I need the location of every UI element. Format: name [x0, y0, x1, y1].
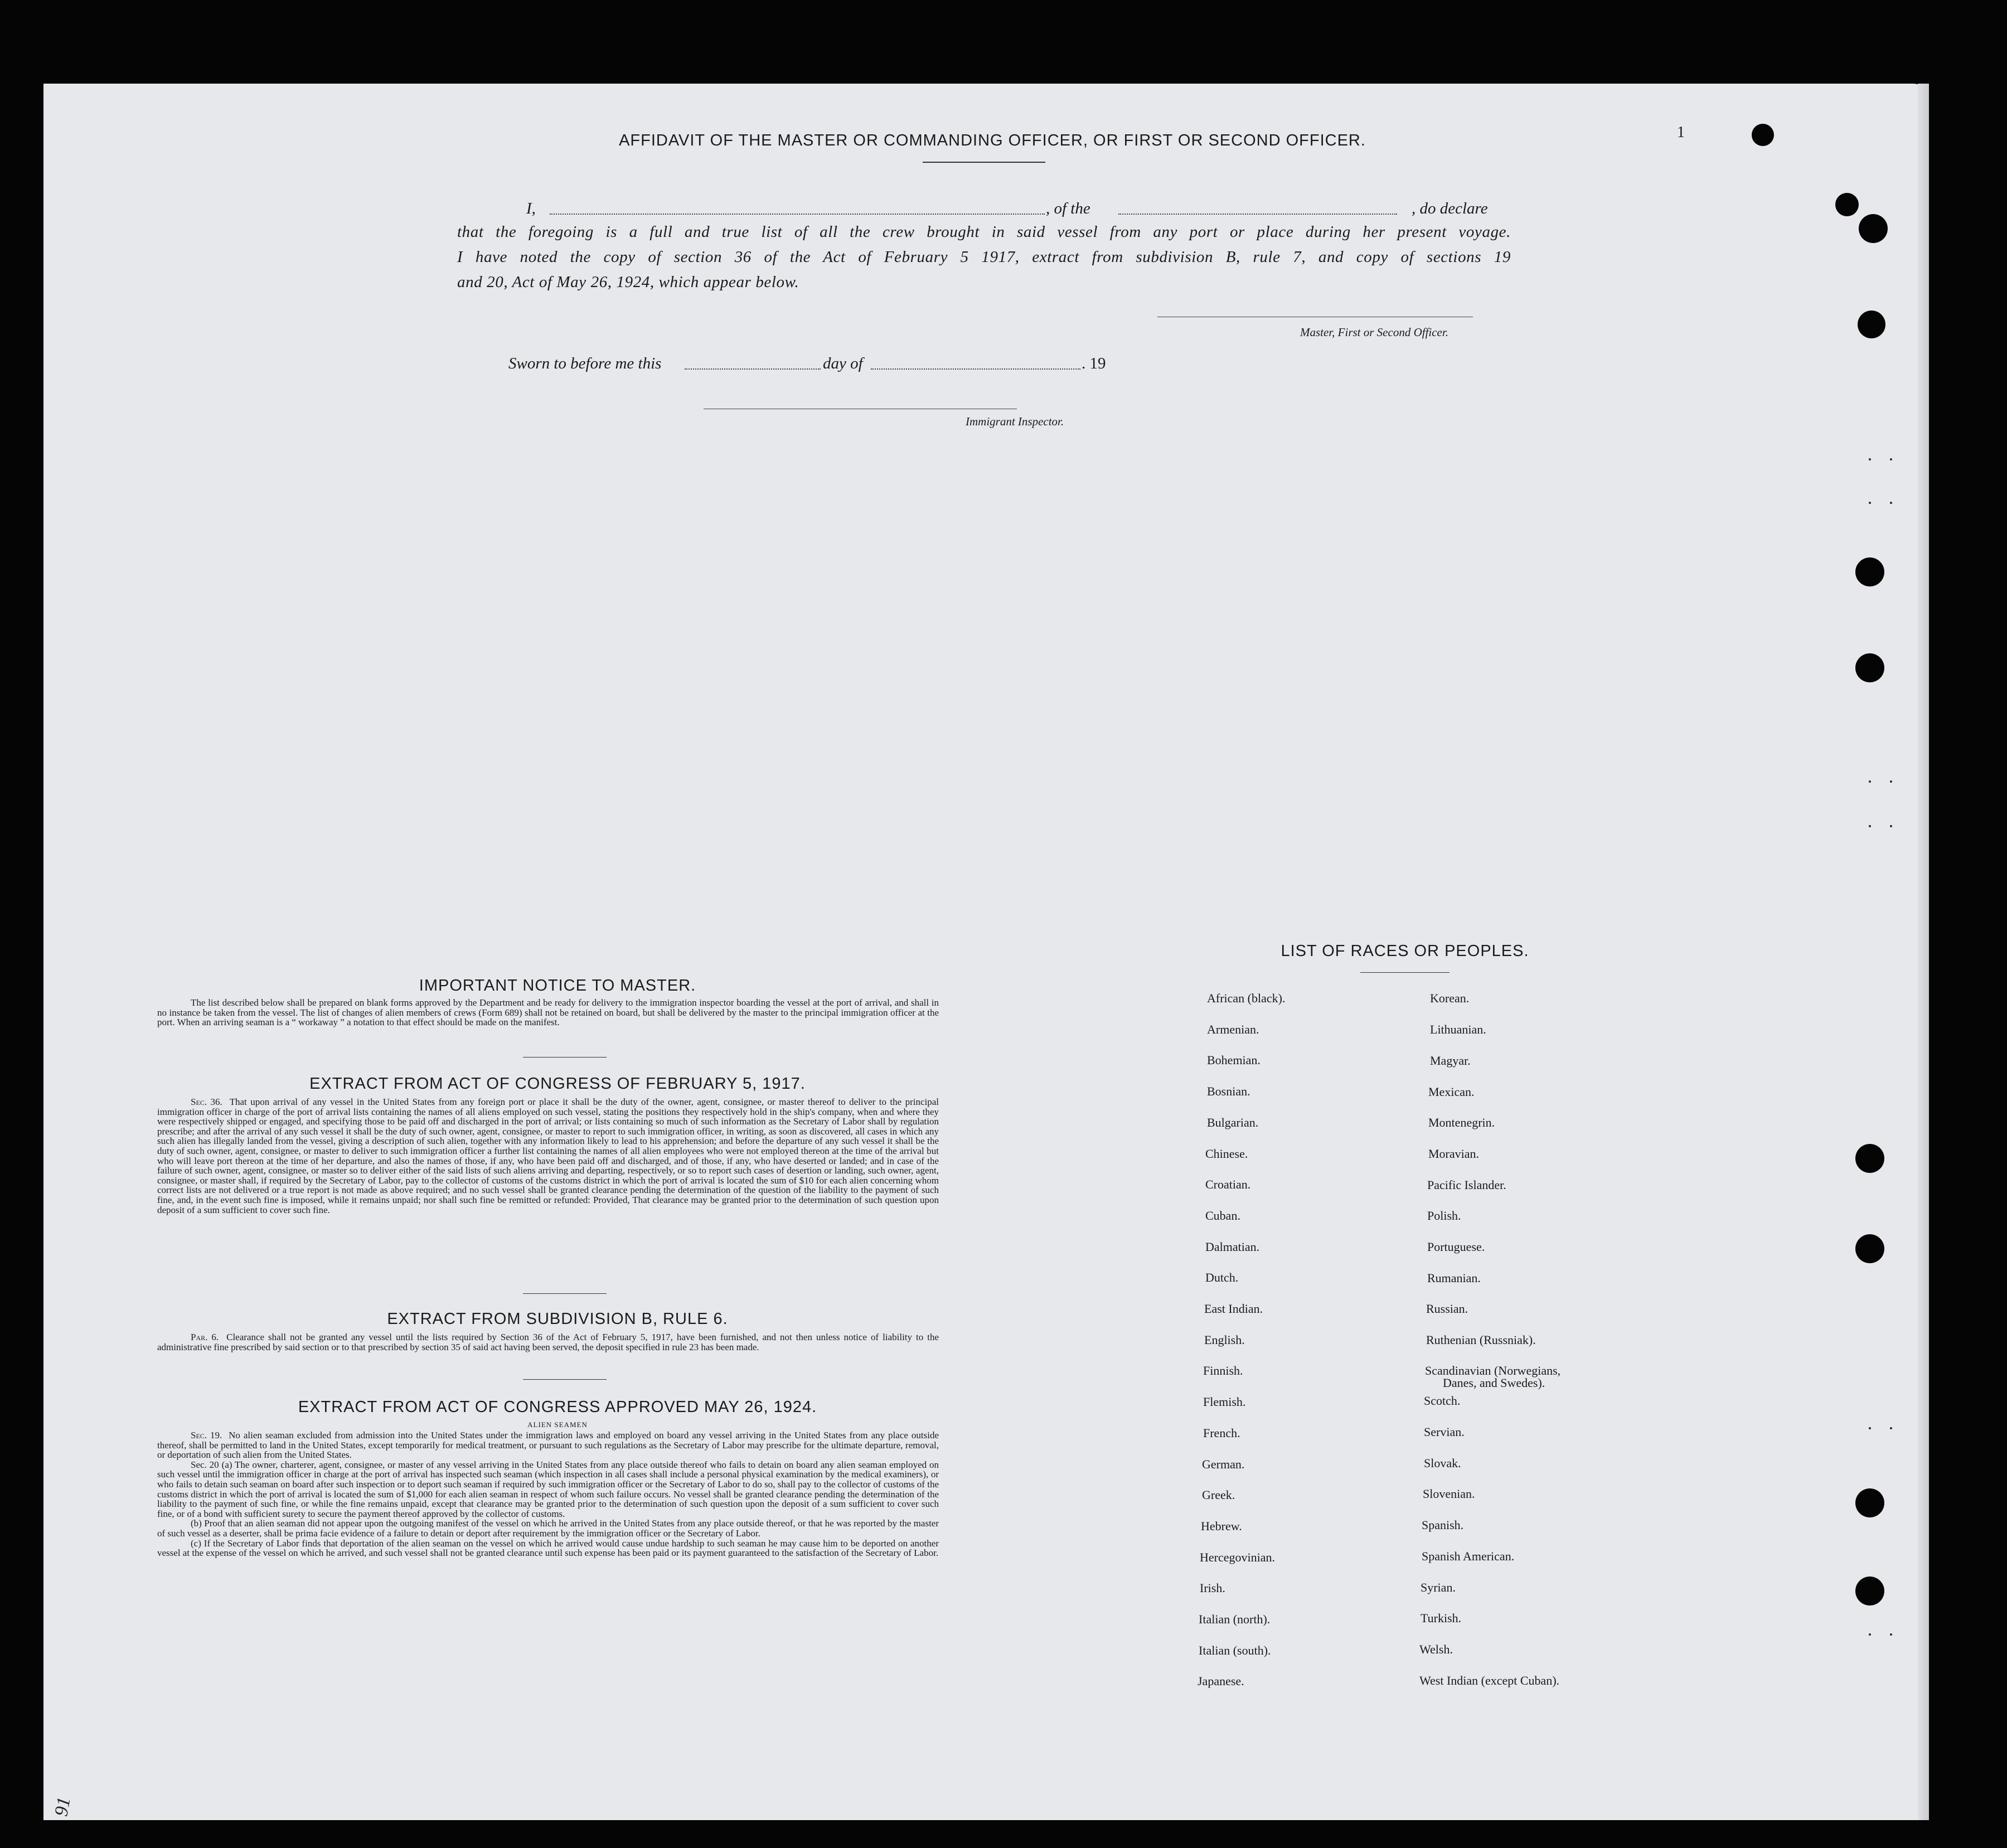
race-item: Slovak. — [1424, 1456, 1461, 1470]
race-item: German. — [1202, 1457, 1245, 1471]
race-item: Armenian. — [1207, 1022, 1259, 1036]
race-item: East Indian. — [1204, 1302, 1263, 1316]
race-item: Polish. — [1427, 1209, 1461, 1223]
race-item: Dalmatian. — [1205, 1239, 1260, 1254]
race-item: African (black). — [1207, 991, 1286, 1005]
rule-6-title: EXTRACT FROM SUBDIVISION B, RULE 6. — [387, 1310, 728, 1328]
race-item: Lithuanian. — [1430, 1022, 1486, 1036]
race-item: Danes, and Swedes). — [1443, 1376, 1545, 1390]
race-item: Hebrew. — [1201, 1519, 1242, 1533]
race-item: Japanese. — [1198, 1674, 1244, 1689]
extract-1924-body — [157, 1430, 939, 1558]
name-blank[interactable] — [550, 214, 1045, 215]
sworn-year: . 19 — [1082, 355, 1106, 372]
extract-1917-body — [157, 1097, 939, 1215]
document-sheet — [43, 84, 1928, 1820]
sheet-edge — [1918, 84, 1929, 1820]
race-item: Bosnian. — [1207, 1084, 1250, 1099]
race-item: Ruthenian (Russniak). — [1426, 1333, 1536, 1347]
race-item: Spanish. — [1422, 1518, 1464, 1532]
race-item: Italian (north). — [1199, 1612, 1271, 1626]
section-36-label: Sec. 36. — [191, 1097, 222, 1107]
race-item: Magyar. — [1430, 1054, 1471, 1068]
scan-speck — [1869, 458, 1871, 460]
par-6-label: Par. 6. — [191, 1332, 219, 1342]
race-item: English. — [1204, 1332, 1245, 1347]
alien-seamen-subtitle: ALIEN SEAMEN — [527, 1420, 588, 1429]
scan-speck — [1869, 780, 1871, 783]
race-item: Dutch. — [1205, 1270, 1239, 1285]
race-item: Slovenian. — [1423, 1487, 1475, 1501]
affidavit-line-3: I have noted the copy of section 36 of the Act of February 5 1917, extract from subdivision B, rule 7, and copy of sections 19 — [457, 248, 1511, 266]
race-item: Pacific Islander. — [1427, 1178, 1506, 1192]
notice-paragraph: The list described below shall be prepared on blank forms approved by the Department and be ready for delivery to the immigration inspector boarding the vessel at the port of arrival, and shall in no instance be taken from the vessel. The list of changes of alien members of crews (Form 689) shall not be retained on board, but shall be delivered by the master to the principal immigration officer at the port. When an arriving seaman is a “ workaway ” a notation to that effect should be made on the manifest. — [157, 997, 939, 1028]
section-19-label: Sec. 19. — [191, 1430, 222, 1440]
affidavit-line-4: and 20, Act of May 26, 1924, which appear below. — [457, 273, 799, 291]
punch-hole — [1855, 1577, 1884, 1606]
affidavit-i: I, — [526, 200, 536, 217]
notice-title: IMPORTANT NOTICE TO MASTER. — [419, 977, 696, 995]
section-divider — [523, 1057, 607, 1058]
master-caption: Master, First or Second Officer. — [1300, 326, 1448, 339]
title-underline — [923, 162, 1045, 163]
race-item: Greek. — [1202, 1488, 1235, 1502]
section-20a-paragraph: Sec. 20 (a) The owner, charterer, agent, consignee, or master of any vessel arriving in the United States from any place outside thereof who fails to detain on board any alien seaman employed on such vessel until the immigration officer in charge at the port of arrival has inspected such seaman (which inspection in all cases shall include a personal physical examination by the medical examiners), or who fails to detain such seaman on board after such inspection or to deport such seaman if required by such immigration officer or the Secretary of Labor to do so, shall pay to the collector of customs of the customs district in which the port of arrival is located the sum of $1,000 for each alien seaman in respect of whom such failure occurs. No vessel shall be granted clearance pending the determination of the liability to the payment of such fine, or while the fine remains unpaid, except that clearance may be granted prior to the determination of such question upon the deposit of a sum sufficient to cover such fine, or of a bond with sufficient surety to secure the payment thereof approved by the collector of customs. — [157, 1459, 939, 1519]
race-item: Cuban. — [1205, 1208, 1240, 1223]
race-item: Flemish. — [1203, 1395, 1246, 1409]
race-item: West Indian (except Cuban). — [1419, 1674, 1560, 1687]
section-20b-paragraph: (b) Proof that an alien seaman did not appear upon the outgoing manifest of the vessel on which he arrived in the United States from any place outside thereof, or that he was reported by the master of such vessel as a deserter, shall be prima facie evidence of a failure to detain or deport after requirement by the immigration officer or the Secretary of Labor. — [157, 1518, 939, 1539]
scan-speck — [1869, 502, 1871, 504]
margin-handwritten-number: 91 — [51, 1795, 75, 1818]
extract-1917-title: EXTRACT FROM ACT OF CONGRESS OF FEBRUARY 5, 1917. — [309, 1075, 806, 1093]
race-item: Russian. — [1426, 1302, 1468, 1316]
punch-hole — [1855, 1144, 1884, 1173]
race-item: Bulgarian. — [1207, 1115, 1259, 1129]
sworn-month-blank[interactable] — [871, 368, 1080, 370]
inspector-caption: Immigrant Inspector. — [966, 415, 1064, 428]
punch-hole — [1752, 124, 1774, 146]
scan-speck — [1890, 502, 1892, 504]
race-item: Rumanian. — [1427, 1271, 1481, 1285]
race-item: Mexican. — [1428, 1085, 1475, 1099]
sworn-day-blank[interactable] — [685, 368, 821, 370]
affidavit-of-the: , of the — [1046, 200, 1090, 217]
rule-6-text: Clearance shall not be granted any vessel until the lists required by Section 36 of the Act of February 5, 1917, have been furnished, and not then unless notice of liability to the administrative fine prescribed by said section or to that prescribed by section 35 of said act having been served, the deposit specified in rule 23 has been made. — [157, 1332, 939, 1352]
race-item: Welsh. — [1419, 1642, 1453, 1656]
scan-speck — [1869, 1633, 1871, 1636]
race-item: Finnish. — [1203, 1364, 1243, 1378]
punch-hole — [1835, 193, 1859, 216]
section-36-text: That upon arrival of any vessel in the United States from any foreign port or place it shall be the duty of the owner, agent, consignee, or master thereof to deliver to the principal immigration officer in charge of the port of arrival lists containing the names of all aliens employed on such vessel, stating the positions they respectively hold in the ship's company, when and where they were respectively shipped or engaged, and specifying those to be paid off and discharged in the port of arrival; or lists containing so much of such information as the Secretary of Labor shall by regulation prescribe; and after the arrival of any such vessel it shall be the duty of such owner, agent, consignee, or master to report to such immigration officer, in writing, as soon as discovered, all cases in which any such alien has illegally landed from the vessel, giving a description of such alien, together with any information likely to lead to his apprehension; and before the departure of any such vessel it shall be the duty of such owner, agent, consignee, or master to deliver to such immigration officer a further list containing the names of all alien employees who were not employed thereon at the time of the arrival but who will leave port thereon at the time of her departure, and also the names of those, if any, who have been paid off and discharged, and of those, if any, who have deserted or landed; and in case of the failure of such owner, agent, consignee, or master so to deliver either of the said lists of such aliens arriving and departing, respectively, or so to report such cases of desertion or landing, such owner, agent, consignee, or master shall, if required by the Secretary of Labor, pay to the collector of customs of the customs district in which the port of arrival is located the sum of $10 for each alien concerning whom correct lists are not delivered or a true report is not made as above required; and no such vessel shall be granted clearance pending the determination of the question of the liability to the payment of such fine, and, in the event such fine is imposed, while it remains unpaid; nor shall such fine be remitted or refunded: Provided, That clearance may be granted prior to the determination of such question upon deposit of a sum sufficient to cover such fine. — [157, 1097, 939, 1215]
races-title: LIST OF RACES OR PEOPLES. — [1281, 942, 1529, 960]
extract-1924-title: EXTRACT FROM ACT OF CONGRESS APPROVED MAY 26, 1924. — [298, 1398, 817, 1416]
scan-speck — [1890, 780, 1892, 783]
scan-speck — [1869, 825, 1871, 827]
punch-hole — [1855, 1488, 1884, 1517]
race-item: Korean. — [1430, 991, 1470, 1005]
rule-6-paragraph — [157, 1332, 939, 1352]
scan-speck — [1890, 825, 1892, 827]
section-19-paragraph — [157, 1430, 939, 1460]
race-item: Servian. — [1424, 1425, 1465, 1439]
race-item: Scandinavian (Norwegians, — [1425, 1364, 1561, 1377]
section-divider — [523, 1379, 607, 1380]
race-item: Italian (south). — [1199, 1643, 1271, 1657]
race-item: Montenegrin. — [1428, 1115, 1495, 1129]
race-item: Hercegovinian. — [1200, 1550, 1275, 1564]
punch-hole — [1858, 311, 1885, 338]
punch-hole — [1855, 1234, 1884, 1263]
scan-speck — [1869, 1427, 1871, 1429]
race-item: Moravian. — [1428, 1147, 1480, 1161]
section-divider — [523, 1293, 607, 1294]
sworn-day-of: day of — [823, 355, 863, 372]
scan-speck — [1890, 1427, 1892, 1429]
race-item: Syrian. — [1421, 1580, 1456, 1594]
section-19-text: No alien seaman excluded from admission into the United States under the immigration laws and employed on board any vessel arriving in the United States from any place outside thereof, shall be permitted to land in the United States, except temporarily for medical treatment, or pursuant to such regulations as the Secretary of Labor may prescribe for the ultimate departure, removal, or deportation of such alien from the United States. — [157, 1430, 939, 1461]
races-title-underline — [1360, 972, 1450, 973]
rule-6-body — [157, 1332, 939, 1352]
race-item: French. — [1203, 1425, 1240, 1440]
race-item: Bohemian. — [1207, 1053, 1261, 1068]
section-36-paragraph — [157, 1097, 939, 1215]
race-item: Spanish American. — [1422, 1549, 1515, 1563]
scan-speck — [1890, 458, 1892, 460]
race-item: Chinese. — [1205, 1146, 1248, 1161]
page-corner-mark: 1 — [1677, 124, 1685, 141]
affidavit-title: AFFIDAVIT OF THE MASTER OR COMMANDING OFFICER, OR FIRST OR SECOND OFFICER. — [619, 132, 1366, 149]
punch-hole — [1855, 557, 1884, 586]
race-item: Turkish. — [1421, 1611, 1462, 1625]
affidavit-line-2: that the foregoing is a full and true list of all the crew brought in said vessel from any port or place during her present voyage. — [457, 223, 1511, 241]
affidavit-do-declare: , do declare — [1412, 200, 1488, 217]
race-item: Scotch. — [1424, 1394, 1461, 1408]
sworn-prefix: Sworn to before me this — [508, 355, 662, 372]
punch-hole — [1859, 214, 1888, 243]
notice-body — [157, 998, 939, 1027]
race-item: Portuguese. — [1427, 1240, 1485, 1254]
punch-hole — [1855, 653, 1884, 682]
vessel-blank[interactable] — [1118, 214, 1397, 215]
section-20c-paragraph: (c) If the Secretary of Labor finds that deportation of the alien seaman on the vessel on which he arrived would cause undue hardship to such seaman he may cause him to be deported on another vessel at the expense of the vessel on which he arrived, and such vessel shall not be granted clearance until such expense has been paid or its payment guaranteed to the satisfaction of the Secretary of Labor. — [157, 1537, 939, 1559]
scan-speck — [1890, 1633, 1892, 1636]
race-item: Irish. — [1200, 1581, 1225, 1595]
race-item: Croatian. — [1205, 1177, 1251, 1192]
